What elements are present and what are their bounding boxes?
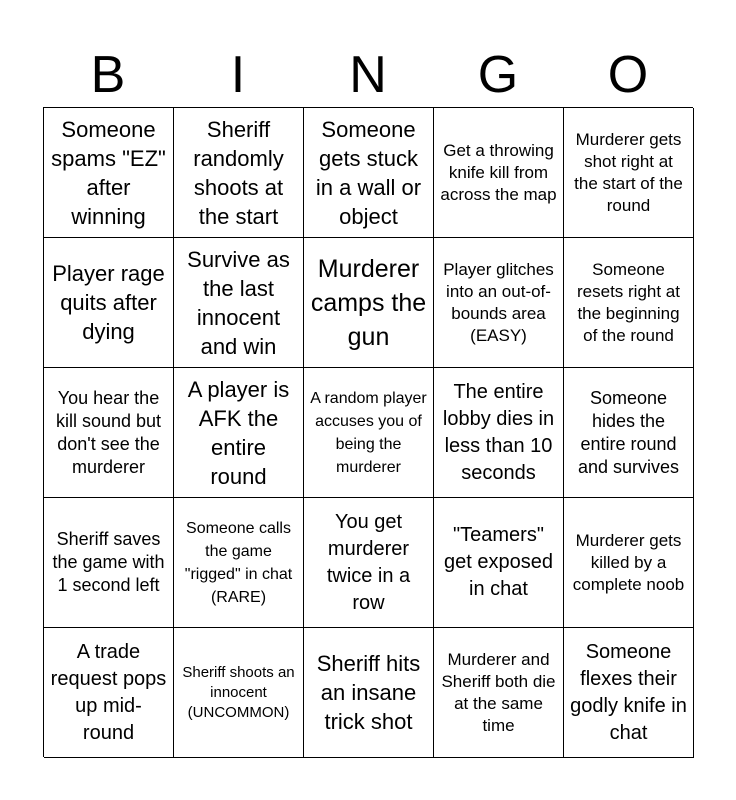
cell-text: Survive as the last innocent and win xyxy=(187,246,290,359)
bingo-grid xyxy=(43,107,693,757)
bingo-cell[interactable] xyxy=(564,108,694,238)
bingo-cell[interactable] xyxy=(564,498,694,628)
bingo-cell[interactable] xyxy=(434,368,564,498)
bingo-cell[interactable] xyxy=(304,498,434,628)
bingo-cell[interactable] xyxy=(174,108,304,238)
cell-text: The entire lobby dies in less than 10 seconds xyxy=(442,380,555,484)
cell-text: A player is AFK the entire round xyxy=(187,376,290,489)
header-letter-b: B xyxy=(90,46,126,104)
bingo-cell[interactable] xyxy=(434,628,564,758)
bingo-cell[interactable] xyxy=(434,108,564,238)
cell-text: Someone hides the entire round and survives xyxy=(577,387,680,477)
cell-text: Someone spams "EZ" after winning xyxy=(51,116,166,229)
cell-text: Sheriff shoots an innocent (UNCOMMON) xyxy=(182,663,295,721)
header-letter-i: I xyxy=(230,46,246,104)
cell-text: Player glitches into an out-of-bounds area (EASY) xyxy=(443,259,554,345)
cell-text: A trade request pops up mid-round xyxy=(50,640,167,744)
cell-text: Sheriff saves the game with 1 second left xyxy=(52,529,165,595)
cell-text: Murderer and Sheriff both die at the same time xyxy=(441,649,556,735)
bingo-cell[interactable] xyxy=(564,238,694,368)
cell-text: Sheriff hits an insane trick shot xyxy=(316,651,421,734)
bingo-cell[interactable] xyxy=(564,368,694,498)
bingo-cell[interactable] xyxy=(304,238,434,368)
cell-text: Someone gets stuck in a wall or object xyxy=(315,116,422,229)
bingo-cell[interactable] xyxy=(304,368,434,498)
bingo-cell[interactable] xyxy=(174,498,304,628)
cell-text: A random player accuses you of being the murderer xyxy=(310,389,427,476)
bingo-cell[interactable] xyxy=(174,238,304,368)
cell-text: "Teamers" get exposed in chat xyxy=(444,524,553,600)
cell-text: Get a throwing knife kill from across the map xyxy=(440,140,557,204)
cell-text: Player rage quits after dying xyxy=(52,261,165,344)
header-letter-o: O xyxy=(607,46,649,104)
cell-text: Sheriff randomly shoots at the start xyxy=(193,116,284,229)
bingo-cell[interactable] xyxy=(434,498,564,628)
cell-text: Murderer gets killed by a complete noob xyxy=(572,530,685,594)
bingo-header xyxy=(43,42,693,108)
bingo-cell[interactable] xyxy=(44,628,174,758)
header-letter-g: G xyxy=(477,46,519,104)
cell-text: Someone flexes their godly knife in chat xyxy=(570,640,687,744)
cell-text: You hear the kill sound but don't see the murderer xyxy=(55,387,162,477)
bingo-cell[interactable] xyxy=(434,238,564,368)
bingo-cell[interactable] xyxy=(304,628,434,758)
cell-text: You get murderer twice in a row xyxy=(326,510,411,614)
cell-text: Murderer camps the gun xyxy=(310,254,427,351)
bingo-cell[interactable] xyxy=(174,368,304,498)
cell-text: Murderer gets shot right at the start of the round xyxy=(574,129,683,215)
bingo-cell[interactable] xyxy=(44,368,174,498)
bingo-cell[interactable] xyxy=(564,628,694,758)
bingo-cell[interactable] xyxy=(174,628,304,758)
bingo-cell[interactable] xyxy=(44,498,174,628)
cell-text: Someone resets right at the beginning of the round xyxy=(577,259,680,345)
cell-text: Someone calls the game "rigged" in chat (RARE) xyxy=(184,519,293,606)
bingo-cell[interactable] xyxy=(44,238,174,368)
bingo-cell[interactable] xyxy=(44,108,174,238)
header-letter-n: N xyxy=(349,46,387,104)
bingo-cell[interactable] xyxy=(304,108,434,238)
